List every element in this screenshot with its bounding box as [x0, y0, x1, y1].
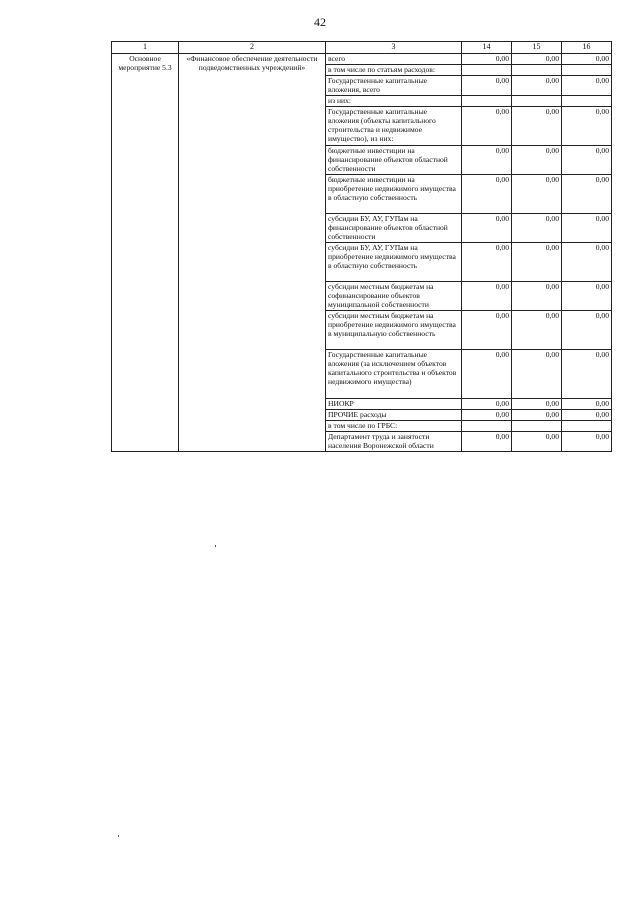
value-cell — [562, 421, 612, 432]
value-cell: 0,00 — [562, 410, 612, 421]
row-label: бюджетные инвестиции на приобретение недвижимого имущества в областную собственность — [326, 175, 462, 214]
row-label: субсидии БУ, АУ, ГУПам на приобретение недвижимого имущества в областную собственность — [326, 243, 462, 282]
value-cell: 0,00 — [462, 282, 512, 311]
value-cell — [512, 96, 562, 107]
column-header: 1 — [112, 42, 179, 54]
value-cell — [462, 96, 512, 107]
value-cell: 0,00 — [562, 282, 612, 311]
column-header: 16 — [562, 42, 612, 54]
page-number: 42 — [314, 15, 326, 29]
value-cell: 0,00 — [462, 54, 512, 65]
value-cell: 0,00 — [462, 311, 512, 350]
value-cell — [512, 65, 562, 76]
column-header: 3 — [326, 42, 462, 54]
value-cell: 0,00 — [562, 432, 612, 452]
value-cell: 0,00 — [462, 146, 512, 175]
value-cell — [462, 421, 512, 432]
scan-speck — [118, 835, 119, 837]
row-label: бюджетные инвестиции на финансирование объектов областной собственности — [326, 146, 462, 175]
row-label: из них: — [326, 96, 462, 107]
value-cell: 0,00 — [462, 432, 512, 452]
value-cell: 0,00 — [512, 432, 562, 452]
value-cell: 0,00 — [562, 350, 612, 399]
value-cell: 0,00 — [462, 107, 512, 146]
value-cell: 0,00 — [512, 175, 562, 214]
value-cell: 0,00 — [462, 243, 512, 282]
value-cell: 0,00 — [462, 410, 512, 421]
value-cell: 0,00 — [562, 243, 612, 282]
measure-title: «Финансовое обеспечение деятельности подведомственных учреждений» — [179, 54, 326, 452]
value-cell: 0,00 — [512, 54, 562, 65]
measure-name: Основное мероприятие 5.3 — [112, 54, 179, 452]
row-label: НИОКР — [326, 399, 462, 410]
row-label: Департамент труда и занятости населения Воронежской области — [326, 432, 462, 452]
column-header: 15 — [512, 42, 562, 54]
value-cell: 0,00 — [512, 410, 562, 421]
value-cell — [512, 421, 562, 432]
value-cell: 0,00 — [562, 311, 612, 350]
value-cell: 0,00 — [512, 107, 562, 146]
value-cell: 0,00 — [562, 146, 612, 175]
value-cell: 0,00 — [562, 399, 612, 410]
value-cell: 0,00 — [562, 214, 612, 243]
value-cell: 0,00 — [512, 243, 562, 282]
value-cell: 0,00 — [462, 175, 512, 214]
row-label: в том числе по статьям расходов: — [326, 65, 462, 76]
value-cell: 0,00 — [462, 399, 512, 410]
row-label: всего — [326, 54, 462, 65]
value-cell — [562, 65, 612, 76]
value-cell: 0,00 — [512, 76, 562, 96]
header-row — [112, 42, 612, 54]
row-label: Государственные капитальные вложения (объекты капитального строительства и недвижимое имущество), из них: — [326, 107, 462, 146]
value-cell: 0,00 — [512, 146, 562, 175]
value-cell: 0,00 — [462, 76, 512, 96]
expenditure-table — [111, 41, 612, 452]
scan-speck — [215, 545, 216, 547]
value-cell: 0,00 — [512, 282, 562, 311]
row-label: субсидии местным бюджетам на софинансирование объектов муниципальной собственности — [326, 282, 462, 311]
value-cell: 0,00 — [512, 350, 562, 399]
column-header: 2 — [179, 42, 326, 54]
value-cell: 0,00 — [462, 350, 512, 399]
value-cell — [462, 65, 512, 76]
value-cell: 0,00 — [462, 214, 512, 243]
row-label: Государственные капитальные вложения, всего — [326, 76, 462, 96]
table-row — [112, 54, 612, 65]
value-cell: 0,00 — [512, 399, 562, 410]
value-cell: 0,00 — [512, 214, 562, 243]
value-cell — [562, 96, 612, 107]
value-cell: 0,00 — [562, 76, 612, 96]
value-cell: 0,00 — [562, 54, 612, 65]
value-cell: 0,00 — [562, 175, 612, 214]
row-label: субсидии местным бюджетам на приобретение недвижимого имущества в муниципальную собственность — [326, 311, 462, 350]
row-label: ПРОЧИЕ расходы — [326, 410, 462, 421]
row-label: в том числе по ГРБС: — [326, 421, 462, 432]
row-label: субсидии БУ, АУ, ГУПам на финансирование объектов областной собственности — [326, 214, 462, 243]
column-header: 14 — [462, 42, 512, 54]
value-cell: 0,00 — [562, 107, 612, 146]
value-cell: 0,00 — [512, 311, 562, 350]
row-label: Государственные капитальные вложения (за исключением объектов капитального строительства и объектов недвижимого имущества) — [326, 350, 462, 399]
